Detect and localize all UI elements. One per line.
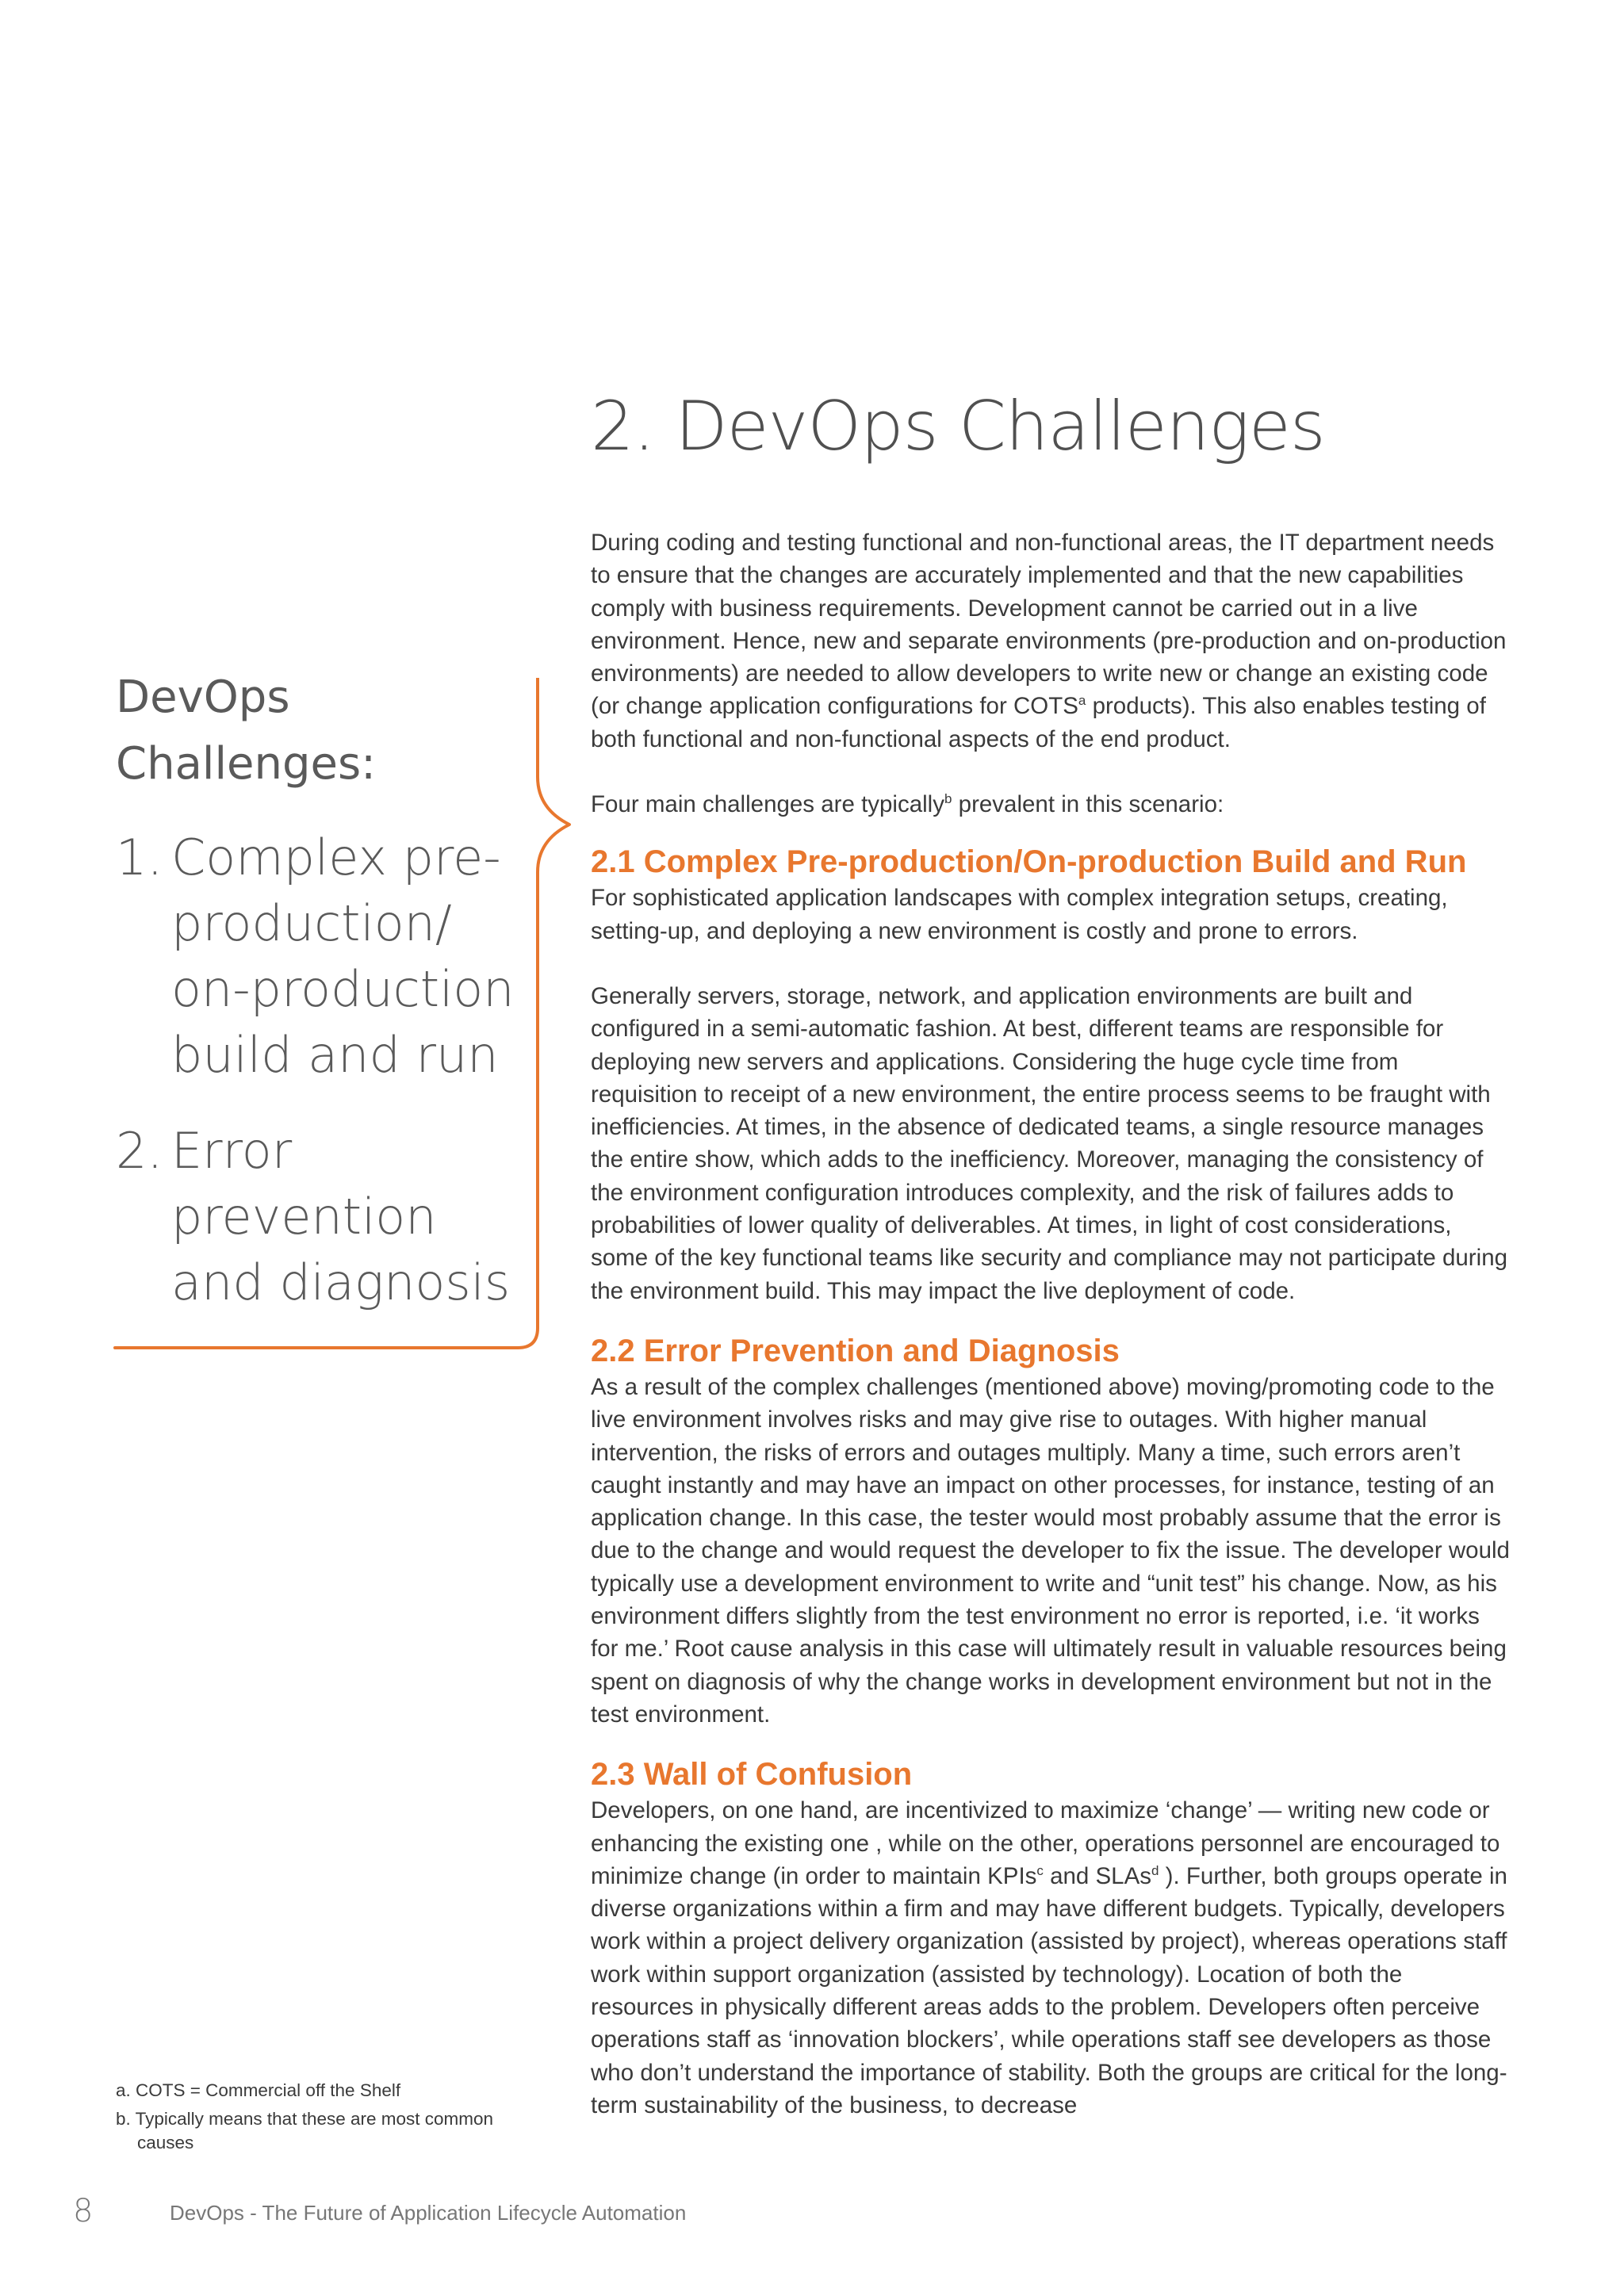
footnote-b: b. Typically means that these are most common causes — [116, 2109, 494, 2152]
section-text: Developers, on one hand, are incentivized to maximize ‘change’ — writing new code or enhancing the existing one , while on the other, operations personnel are encouraged to minimize change (in order to maintain KPIs — [591, 1797, 1500, 1889]
footnote-ref-a: a — [1078, 693, 1086, 709]
footnote-ref-d: d — [1151, 1862, 1159, 1878]
orange-bracket-divider — [111, 678, 587, 1360]
sidebar-item-number: 1. — [116, 828, 163, 886]
section-paragraph — [591, 1794, 1511, 2122]
intro-paragraph — [591, 788, 1511, 821]
intro-text: products). This also enables testing of both functional and non-functional aspects of the end product. — [591, 693, 1486, 752]
sidebar-item-number: 2. — [116, 1122, 163, 1180]
section-paragraph: Generally servers, storage, network, and application environments are built and configured in a semi-automatic fashion. At best, different teams are responsible for deploying new servers and applications. Considering the huge cycle time from requisition to receipt of a new environment, the entire process seems to be fraught with inefficiencies. At times, in the absence of dedicated teams, a single resource manages the entire show, which adds to the inefficiency. Moreover, managing the consistency of the environment configuration introduces complexity, and the risk of failures adds to probabilities of lower quality of deliverables. At times, in light of cost considerations, some of the key functional teams like security and compliance may not participate during the environment build. This may impact the live deployment of code. — [591, 982, 1508, 1304]
sidebar-item-line: production/ — [171, 894, 452, 952]
intro-text: During coding and testing functional and non-functional areas, the IT department needs to ensure that the changes are accurately implemented and that the new capabilities comply with business requirements. Development cannot be carried out in a live environment. Hence, new and separate environments (pre-production and on-production environments) are needed to allow developers to write new or change an existing code (or change application configurations for COTS — [591, 530, 1507, 720]
section-heading-2-3: 2.3 Wall of Confusion — [591, 1757, 913, 1793]
footnote-ref-c: c — [1036, 1862, 1044, 1878]
page-title: 2. DevOps Challenges — [591, 387, 1325, 466]
footnote-a: a. COTS = Commercial off the Shelf — [116, 2080, 401, 2100]
intro-text: Four main challenges are typically — [591, 791, 944, 818]
page-number: 8 — [73, 2193, 94, 2229]
sidebar-heading-line: Challenges: — [116, 738, 377, 790]
section-text: ). Further, both groups operate in diverse organizations within a firm and may have different budgets. Typically, developers work within a project delivery organization (assisted by project), whereas operations staff work within support organization (assisted by technology). Location of both the resources in physically different areas adds to the problem. Developers often perceive operations staff as ‘innovation blockers’, while operations staff see developers as those who don’t understand the importance of stability. Both the groups are critical for the long-term sustainability of the business, to decrease — [591, 1862, 1507, 2118]
footnote-ref-b: b — [944, 791, 952, 807]
sidebar-heading-line: DevOps — [116, 672, 290, 723]
footnotes — [116, 2079, 544, 2160]
sidebar-item-line: and diagnosis — [171, 1253, 511, 1311]
sidebar-item-line: Complex pre- — [171, 828, 501, 886]
section-paragraph: For sophisticated application landscapes with complex integration setups, creating, setting-up, and deploying a new environment is costly and prone to errors. — [591, 885, 1448, 944]
sidebar-item-line: Error prevention — [171, 1122, 437, 1246]
section-heading-2-2: 2.2 Error Prevention and Diagnosis — [591, 1333, 1120, 1368]
section-heading-2-1: 2.1 Complex Pre-production/On-production Build and Run — [591, 844, 1467, 880]
sidebar-item-line: build and run — [171, 1026, 499, 1084]
footer-doc-title: DevOps - The Future of Application Lifecycle Automation — [170, 2201, 687, 2225]
section-text: and SLAs — [1043, 1862, 1152, 1889]
sidebar-item-line: on-production — [171, 960, 515, 1018]
intro-text: prevalent in this scenario: — [952, 791, 1224, 818]
intro-paragraph — [591, 526, 1511, 756]
main-content — [591, 526, 1511, 2122]
section-paragraph: As a result of the complex challenges (mentioned above) moving/promoting code to the live environment involves risks and may give rise to outages. With higher manual intervention, the risks of errors and outages multiply. Many a time, such errors aren’t caught instantly and may have an impact on other processes, for instance, testing of an application change. In this case, the tester would most probably assume that the error is due to the change and would request the developer to fix the issue. The developer would typically use a development environment to write and “unit test” his change. Now, as his environment differs slightly from the test environment no error is reported, i.e. ‘it works for me.’ Root cause analysis in this case will ultimately result in valuable resources being spent on diagnosis of why the change works in development environment but not in the test environment. — [591, 1373, 1510, 1728]
